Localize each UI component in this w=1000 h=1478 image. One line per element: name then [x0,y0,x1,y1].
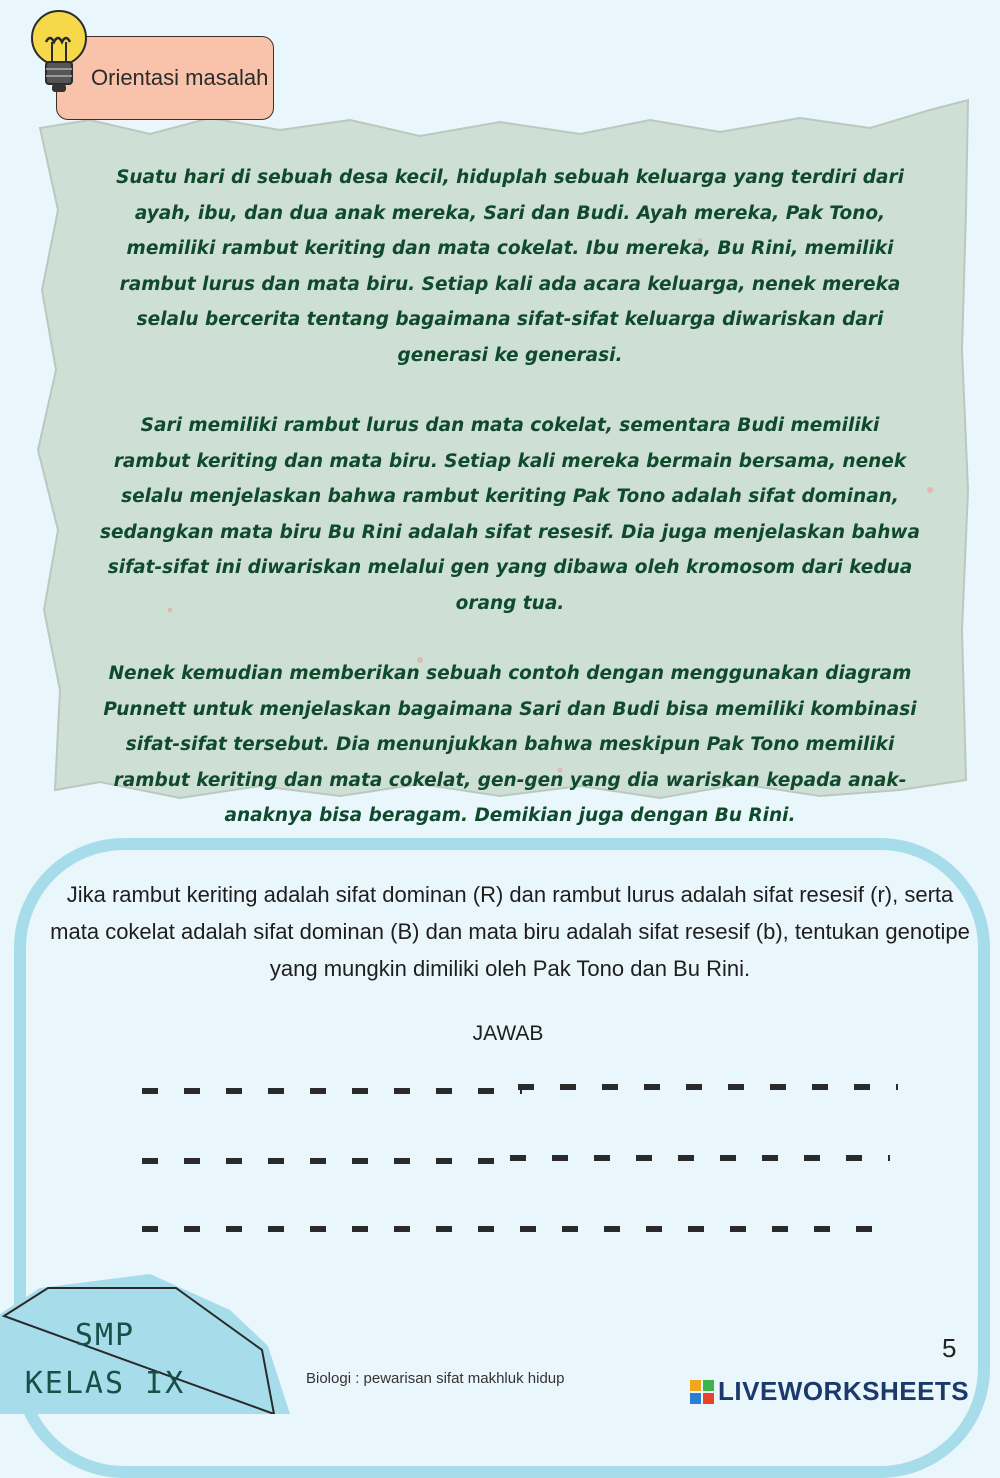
answer-line-1b[interactable] [518,1084,898,1090]
story-paragraph-3: Nenek kemudian memberikan sebuah contoh dengan menggunakan diagram Punnett untuk menjelaskan bagaimana Sari dan Budi bisa memiliki kombinasi sifat-sifat tersebut. Dia menunjukkan bahwa meskipun Pak Tono memiliki rambut keriting dan mata cokelat, gen-gen yang dia wariskan kepada anak-anaknya bisa beragam. Demikian juga dengan Bu Rini. [103,663,917,826]
footer-subject: Biologi : pewarisan sifat makhluk hidup [306,1370,565,1387]
story-paragraph-1: Suatu hari di sebuah desa kecil, hiduplah sebuah keluarga yang terdiri dari ayah, ibu, dan dua anak mereka, Sari dan Budi. Ayah mereka, Pak Tono, memiliki rambut keriting dan mata cokelat. Ibu mereka, Bu Rini, memiliki rambut lurus dan mata biru. Setiap kali ada acara keluarga, nenek mereka selalu bercerita tentang bagaimana sifat-sifat keluarga diwariskan dari generasi ke generasi. [116,167,904,366]
answer-line-2b[interactable] [510,1155,890,1161]
section-tag-label: Orientasi masalah [91,65,269,90]
lightbulb-icon [28,6,90,98]
liveworksheets-logo [690,1376,969,1407]
answer-line-2a[interactable] [142,1158,518,1164]
story-paragraph-2: Sari memiliki rambut lurus dan mata cokelat, sementara Budi memiliki rambut keriting dan mata biru. Setiap kali mereka bermain bersama, nenek selalu menjelaskan bahwa rambut keriting Pak Tono adalah sifat dominan, sedangkan mata biru Bu Rini adalah sifat resesif. Dia juga menjelaskan bahwa sifat-sifat ini diwariskan melalui gen yang dibawa oleh kromosom dari kedua orang tua. [100,415,920,614]
liveworksheets-icon [690,1380,714,1404]
question-text: Jika rambut keriting adalah sifat dominan (R) dan rambut lurus adalah sifat resesif (r), serta mata cokelat adalah sifat dominan (B) dan mata biru adalah sifat resesif (b), tentukan genotipe yang mungkin dimiliki oleh Pak Tono dan Bu Rini. [50,882,970,981]
answer-line-3[interactable] [142,1226,890,1232]
school-level-line2: KELAS IX [24,1366,186,1401]
answer-line-1a[interactable] [142,1088,522,1094]
story-text [100,160,920,869]
answer-label: JAWAB [472,1022,544,1045]
liveworksheets-brand: LIVEWORKSHEETS [718,1376,970,1406]
school-level-line1: SMP [74,1318,136,1353]
school-level [0,1312,210,1408]
page-number: 5 [942,1333,957,1363]
